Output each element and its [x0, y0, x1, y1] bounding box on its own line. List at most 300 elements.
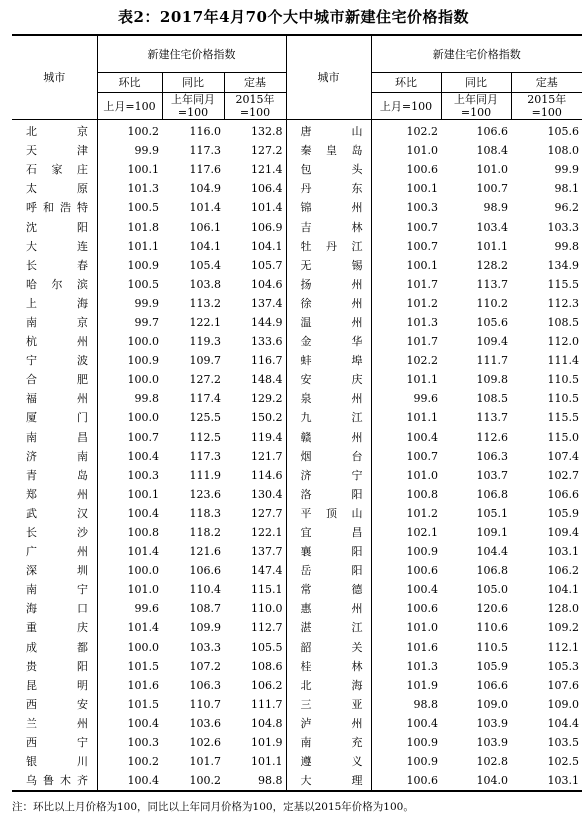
base-value-left: 114.6 [251, 468, 283, 482]
yoy-value-left: 110.7 [189, 697, 221, 711]
mom-value-left: 100.3 [97, 733, 162, 752]
base-value-right: 105.3 [547, 659, 580, 673]
base-value-left: 127.7 [251, 506, 283, 520]
table-row [12, 141, 582, 160]
yoy-value-right: 103.9 [476, 716, 509, 730]
city-name-right: 丹东 [286, 179, 371, 198]
yoy-value-left: 110.4 [189, 583, 221, 597]
city-name-left: 西安 [26, 697, 88, 711]
yoy-value-left: 105.4 [189, 258, 221, 272]
yoy-value-left: 117.3 [189, 449, 221, 463]
table-row [12, 120, 582, 142]
base-value-right: 103.5 [547, 736, 580, 750]
table-row [12, 389, 582, 408]
city-name-right: 桂林 [286, 657, 371, 676]
mom-value-right: 102.2 [371, 120, 441, 142]
city-name-left: 海口 [26, 602, 88, 616]
mom-value-right: 100.4 [371, 714, 441, 733]
base-value-right: 112.3 [547, 296, 580, 310]
base-value-left: 150.2 [251, 411, 283, 425]
city-name-right: 徐州 [286, 294, 371, 313]
yoy-value-left: 106.1 [189, 220, 221, 234]
city-name-left: 重庆 [26, 621, 88, 635]
mom-value-right: 100.4 [371, 580, 441, 599]
mom-value-right: 101.2 [371, 294, 441, 313]
city-name-right: 平顶山 [286, 504, 371, 523]
yoy-value-left: 119.3 [189, 335, 221, 349]
table-row [12, 542, 582, 561]
base-value-left: 101.1 [251, 755, 283, 769]
city-name-right: 包头 [286, 160, 371, 179]
yoy-value-left: 117.4 [189, 392, 221, 406]
table-row [12, 198, 582, 217]
city-name-left: 北京 [26, 125, 88, 139]
base-value-left: 132.8 [251, 125, 283, 139]
table-row [12, 237, 582, 256]
city-name-left: 兰州 [26, 716, 88, 730]
mom-value-right: 101.7 [371, 275, 441, 294]
city-name-left: 贵阳 [26, 659, 88, 673]
base-value-left: 104.8 [251, 716, 283, 730]
table-row [12, 370, 582, 389]
yoy-value-left: 118.2 [189, 526, 221, 540]
base-value-left: 106.9 [251, 220, 283, 234]
mom-value-right: 100.9 [371, 733, 441, 752]
yoy-value-left: 100.2 [189, 774, 221, 788]
base-value-left: 105.7 [251, 258, 283, 272]
mom-value-left: 99.7 [97, 313, 162, 332]
city-name-left: 南京 [26, 315, 88, 329]
city-name-right: 金华 [286, 332, 371, 351]
table-row [12, 752, 582, 771]
yoy-value-left: 127.2 [189, 373, 221, 387]
city-name-left: 长春 [26, 258, 88, 272]
mom-value-left: 100.0 [97, 561, 162, 580]
mom-value-right: 101.1 [371, 408, 441, 427]
base-value-right: 108.5 [547, 315, 580, 329]
yoy-value-right: 113.7 [476, 277, 509, 291]
base-value-right: 109.0 [547, 697, 580, 711]
yoy-value-right: 110.5 [476, 640, 509, 654]
base-value-right: 102.7 [547, 468, 580, 482]
mom-value-right: 100.1 [371, 179, 441, 198]
base-value-right: 110.5 [547, 373, 580, 387]
yoy-basis-right: 上年同月=100 [441, 93, 511, 120]
mom-value-left: 100.0 [97, 408, 162, 427]
table-row [12, 485, 582, 504]
city-name-right: 宜昌 [286, 523, 371, 542]
city-name-left: 武汉 [26, 506, 88, 520]
yoy-value-right: 105.9 [476, 659, 509, 673]
yoy-value-left: 117.3 [189, 144, 221, 158]
yoy-value-right: 112.6 [476, 430, 509, 444]
yoy-value-left: 123.6 [189, 487, 221, 501]
city-name-left: 深圳 [26, 564, 88, 578]
mom-value-left: 100.0 [97, 638, 162, 657]
base-value-left: 101.9 [251, 736, 283, 750]
table-row [12, 466, 582, 485]
city-name-right: 秦皇岛 [286, 141, 371, 160]
city-name-right: 湛江 [286, 618, 371, 637]
mom-header-left: 环比 [97, 73, 162, 93]
mom-value-left: 101.6 [97, 676, 162, 695]
mom-value-left: 100.1 [97, 485, 162, 504]
base-value-left: 106.2 [251, 678, 283, 692]
base-value-right: 99.8 [554, 239, 580, 253]
city-name-left: 杭州 [26, 335, 88, 349]
mom-value-left: 100.9 [97, 256, 162, 275]
city-name-right: 常德 [286, 580, 371, 599]
mom-value-right: 100.7 [371, 447, 441, 466]
yoy-value-right: 105.6 [476, 315, 509, 329]
yoy-value-left: 102.6 [189, 736, 221, 750]
base-value-right: 108.0 [547, 144, 580, 158]
base-basis-right: 2015年=100 [511, 93, 582, 120]
city-name-left: 成都 [26, 640, 88, 654]
mom-value-left: 101.5 [97, 657, 162, 676]
mom-value-left: 99.8 [97, 389, 162, 408]
mom-value-right: 101.0 [371, 141, 441, 160]
yoy-value-left: 103.3 [189, 640, 221, 654]
table-row [12, 733, 582, 752]
base-value-right: 104.4 [547, 716, 580, 730]
base-value-left: 105.5 [251, 640, 283, 654]
base-value-left: 108.6 [251, 659, 283, 673]
mom-value-right: 102.2 [371, 351, 441, 370]
mom-value-right: 100.9 [371, 752, 441, 771]
mom-value-left: 100.4 [97, 447, 162, 466]
mom-value-left: 100.3 [97, 466, 162, 485]
yoy-value-left: 121.6 [189, 545, 221, 559]
city-name-left: 青岛 [26, 468, 88, 482]
city-name-left: 太原 [26, 182, 88, 196]
base-value-right: 112.1 [547, 640, 580, 654]
mom-value-right: 101.9 [371, 676, 441, 695]
yoy-value-right: 106.8 [476, 564, 509, 578]
yoy-value-left: 109.9 [189, 621, 221, 635]
yoy-value-left: 101.7 [189, 755, 221, 769]
table-header [12, 35, 582, 120]
mom-value-left: 101.3 [97, 179, 162, 198]
base-value-left: 98.8 [258, 774, 283, 788]
yoy-header-left: 同比 [162, 73, 224, 93]
mom-value-right: 102.1 [371, 523, 441, 542]
table-row [12, 618, 582, 637]
mom-value-right: 100.9 [371, 542, 441, 561]
group-header-left: 新建住宅价格指数 [97, 35, 286, 73]
yoy-value-left: 111.9 [189, 468, 221, 482]
yoy-value-left: 107.2 [189, 659, 221, 673]
mom-value-left: 99.9 [97, 294, 162, 313]
price-index-table [12, 34, 582, 792]
city-name-left: 天津 [26, 144, 88, 158]
mom-value-right: 100.6 [371, 561, 441, 580]
mom-value-right: 98.8 [371, 695, 441, 714]
city-name-right: 锦州 [286, 198, 371, 217]
table-row [12, 179, 582, 198]
base-value-right: 99.9 [554, 163, 580, 177]
city-name-right: 洛阳 [286, 485, 371, 504]
base-value-right: 110.5 [547, 392, 580, 406]
yoy-value-right: 108.4 [476, 144, 509, 158]
yoy-value-right: 103.7 [476, 468, 509, 482]
mom-value-left: 100.0 [97, 332, 162, 351]
yoy-value-right: 110.6 [476, 621, 509, 635]
city-name-right: 济宁 [286, 466, 371, 485]
yoy-value-left: 106.3 [189, 678, 221, 692]
yoy-value-left: 122.1 [189, 315, 221, 329]
city-name-right: 泸州 [286, 714, 371, 733]
table-row [12, 676, 582, 695]
base-value-left: 129.2 [251, 392, 283, 406]
city-name-right: 吉林 [286, 217, 371, 236]
mom-value-right: 100.7 [371, 237, 441, 256]
yoy-value-left: 108.7 [189, 602, 221, 616]
mom-value-right: 101.7 [371, 332, 441, 351]
base-basis-left: 2015年=100 [224, 93, 286, 120]
table-row [12, 638, 582, 657]
city-name-right: 赣州 [286, 428, 371, 447]
base-value-left: 133.6 [251, 335, 283, 349]
base-value-right: 104.1 [547, 583, 580, 597]
base-value-left: 110.0 [251, 602, 283, 616]
table-row [12, 351, 582, 370]
base-value-right: 105.6 [547, 125, 580, 139]
mom-value-left: 101.0 [97, 580, 162, 599]
yoy-value-right: 109.1 [476, 526, 509, 540]
base-value-right: 134.9 [547, 258, 580, 272]
yoy-value-right: 104.0 [476, 774, 509, 788]
base-value-right: 107.4 [547, 449, 580, 463]
table-row [12, 294, 582, 313]
city-name-left: 郑州 [26, 487, 88, 501]
table-row [12, 561, 582, 580]
mom-value-right: 100.6 [371, 771, 441, 791]
city-name-right: 岳阳 [286, 561, 371, 580]
table-row [12, 428, 582, 447]
mom-value-right: 99.6 [371, 389, 441, 408]
city-name-right: 牡丹江 [286, 237, 371, 256]
city-name-right: 北海 [286, 676, 371, 695]
table-row [12, 523, 582, 542]
mom-value-left: 100.7 [97, 428, 162, 447]
mom-basis-left: 上月=100 [97, 93, 162, 120]
city-name-left: 银川 [26, 755, 88, 769]
mom-value-left: 100.2 [97, 120, 162, 142]
yoy-value-left: 103.8 [189, 277, 221, 291]
yoy-value-left: 101.4 [189, 201, 221, 215]
yoy-basis-left: 上年同月=100 [162, 93, 224, 120]
yoy-value-right: 106.6 [476, 678, 509, 692]
city-name-left: 昆明 [26, 678, 88, 692]
city-name-left: 济南 [26, 449, 88, 463]
mom-value-right: 101.2 [371, 504, 441, 523]
table-row [12, 695, 582, 714]
city-name-right: 温州 [286, 313, 371, 332]
yoy-value-left: 117.6 [189, 163, 221, 177]
base-value-right: 103.1 [547, 774, 580, 788]
base-value-left: 121.4 [251, 163, 283, 177]
city-name-left: 宁波 [26, 354, 88, 368]
mom-header-right: 环比 [371, 73, 441, 93]
base-value-left: 104.1 [251, 239, 283, 253]
city-name-left: 乌鲁木齐 [26, 774, 88, 788]
page-title: 表2：2017年4月70个大中城市新建住宅价格指数 [118, 8, 469, 26]
yoy-value-left: 104.1 [189, 239, 221, 253]
table-row [12, 504, 582, 523]
city-header-right: 城市 [286, 35, 371, 120]
table-row [12, 256, 582, 275]
city-name-right: 安庆 [286, 370, 371, 389]
mom-value-left: 99.9 [97, 141, 162, 160]
base-value-left: 121.7 [251, 449, 283, 463]
mom-value-right: 101.3 [371, 313, 441, 332]
yoy-value-right: 109.0 [476, 697, 509, 711]
yoy-value-right: 106.3 [476, 449, 509, 463]
base-value-right: 107.6 [547, 678, 580, 692]
table-row [12, 275, 582, 294]
city-name-left: 南昌 [26, 430, 88, 444]
city-name-right: 九江 [286, 408, 371, 427]
mom-value-left: 100.5 [97, 275, 162, 294]
city-name-left: 南宁 [26, 583, 88, 597]
mom-value-right: 101.1 [371, 370, 441, 389]
table-row [12, 160, 582, 179]
yoy-value-right: 111.7 [476, 354, 509, 368]
yoy-value-right: 109.4 [476, 335, 509, 349]
city-name-left: 厦门 [26, 411, 88, 425]
group-header-right: 新建住宅价格指数 [371, 35, 582, 73]
base-header-left: 定基 [224, 73, 286, 93]
mom-value-left: 100.1 [97, 160, 162, 179]
base-value-left: 106.4 [251, 182, 283, 196]
mom-value-left: 101.1 [97, 237, 162, 256]
city-name-left: 上海 [26, 296, 88, 310]
table-row [12, 313, 582, 332]
base-value-left: 116.7 [251, 354, 283, 368]
city-name-right: 无锡 [286, 256, 371, 275]
city-name-right: 惠州 [286, 599, 371, 618]
yoy-value-right: 105.1 [476, 506, 509, 520]
yoy-value-left: 103.6 [189, 716, 221, 730]
mom-value-left: 100.4 [97, 771, 162, 791]
table-row [12, 771, 582, 791]
city-name-left: 石家庄 [26, 163, 88, 177]
city-name-right: 唐山 [286, 120, 371, 142]
city-name-left: 广州 [26, 545, 88, 559]
city-name-right: 襄阳 [286, 542, 371, 561]
base-value-right: 115.5 [547, 277, 580, 291]
mom-value-left: 100.8 [97, 523, 162, 542]
footnote: 注：环比以上月价格为100，同比以上年同月价格为100，定基以2015年价格为100。 [12, 801, 414, 813]
city-name-right: 烟台 [286, 447, 371, 466]
yoy-value-right: 110.2 [476, 296, 509, 310]
city-name-left: 长沙 [26, 526, 88, 540]
yoy-value-right: 105.0 [476, 583, 509, 597]
table-body [12, 120, 582, 792]
yoy-value-right: 100.7 [476, 182, 509, 196]
mom-value-right: 101.0 [371, 618, 441, 637]
mom-value-left: 100.9 [97, 351, 162, 370]
mom-value-left: 101.4 [97, 542, 162, 561]
table-row [12, 599, 582, 618]
yoy-value-left: 106.6 [189, 564, 221, 578]
city-name-right: 三亚 [286, 695, 371, 714]
yoy-value-left: 116.0 [189, 125, 221, 139]
mom-value-right: 101.6 [371, 638, 441, 657]
yoy-value-right: 102.8 [476, 755, 509, 769]
city-name-left: 沈阳 [26, 220, 88, 234]
table-row [12, 447, 582, 466]
mom-value-right: 101.0 [371, 466, 441, 485]
city-name-right: 泉州 [286, 389, 371, 408]
base-value-left: 112.7 [251, 621, 283, 635]
base-value-right: 106.6 [547, 487, 580, 501]
city-name-left: 大连 [26, 239, 88, 253]
base-value-left: 101.4 [251, 201, 283, 215]
base-value-right: 98.1 [554, 182, 580, 196]
base-value-left: 130.4 [251, 487, 283, 501]
city-name-right: 韶关 [286, 638, 371, 657]
yoy-value-left: 109.7 [189, 354, 221, 368]
city-name-right: 遵义 [286, 752, 371, 771]
yoy-value-left: 113.2 [189, 296, 221, 310]
mom-basis-right: 上月=100 [371, 93, 441, 120]
yoy-header-right: 同比 [441, 73, 511, 93]
yoy-value-left: 104.9 [189, 182, 221, 196]
city-name-left: 呼和浩特 [26, 201, 88, 215]
table-row [12, 657, 582, 676]
mom-value-left: 101.4 [97, 618, 162, 637]
table-row [12, 408, 582, 427]
yoy-value-right: 103.9 [476, 736, 509, 750]
yoy-value-right: 128.2 [476, 258, 509, 272]
base-value-left: 148.4 [251, 373, 283, 387]
table-row [12, 714, 582, 733]
city-name-right: 大理 [286, 771, 371, 791]
mom-value-right: 100.7 [371, 217, 441, 236]
base-value-left: 111.7 [251, 697, 283, 711]
base-value-right: 109.4 [547, 526, 580, 540]
base-value-left: 104.6 [251, 277, 283, 291]
mom-value-left: 99.6 [97, 599, 162, 618]
base-value-right: 105.9 [547, 506, 580, 520]
base-value-right: 115.0 [547, 430, 580, 444]
yoy-value-right: 113.7 [476, 411, 509, 425]
base-value-right: 103.1 [547, 545, 580, 559]
base-value-left: 137.7 [251, 545, 283, 559]
base-value-left: 137.4 [251, 296, 283, 310]
city-name-left: 合肥 [26, 373, 88, 387]
city-name-right: 扬州 [286, 275, 371, 294]
yoy-value-right: 108.5 [476, 392, 509, 406]
mom-value-left: 101.8 [97, 217, 162, 236]
yoy-value-right: 120.6 [476, 602, 509, 616]
base-value-right: 102.5 [547, 755, 580, 769]
base-header-right: 定基 [511, 73, 582, 93]
base-value-right: 109.2 [547, 621, 580, 635]
base-value-right: 112.0 [547, 335, 580, 349]
city-name-right: 南充 [286, 733, 371, 752]
city-header-left: 城市 [12, 35, 97, 120]
base-value-right: 103.3 [547, 220, 580, 234]
city-name-right: 蚌埠 [286, 351, 371, 370]
city-name-left: 哈尔滨 [26, 277, 88, 291]
mom-value-right: 100.6 [371, 599, 441, 618]
mom-value-left: 100.4 [97, 714, 162, 733]
mom-value-left: 100.2 [97, 752, 162, 771]
yoy-value-right: 103.4 [476, 220, 509, 234]
